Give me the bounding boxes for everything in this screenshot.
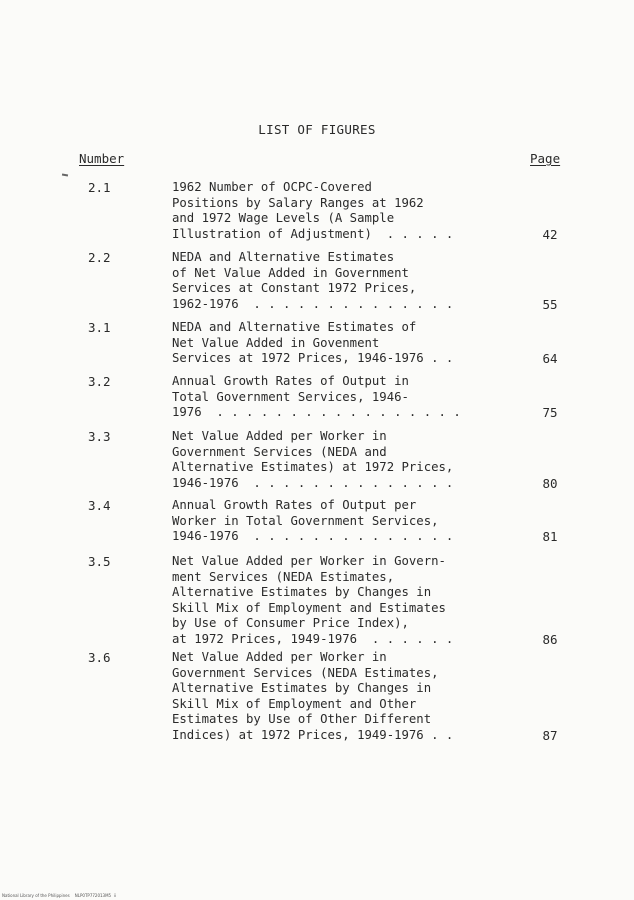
figure-description-line: Alternative Estimates by Changes in	[172, 585, 432, 599]
figure-description-line: Net Value Added in Govenment	[172, 335, 380, 350]
figure-description	[172, 650, 517, 743]
figure-description	[172, 374, 517, 421]
figure-description-line: Skill Mix of Employment and Other	[172, 696, 417, 711]
figure-entry	[0, 374, 634, 421]
scan-footer: National Library of the Philippines NLP0TP772013M5 ii	[2, 893, 116, 898]
figure-number: 3.3	[88, 429, 111, 444]
figure-description-line: 1976 . . . . . . . . . . . . . . . . .	[172, 405, 461, 419]
figure-description	[172, 320, 517, 367]
figure-description-line: Worker in Total Government Services,	[172, 513, 439, 528]
number-column-header: Number	[79, 151, 125, 166]
figure-number: 3.1	[88, 320, 111, 335]
figure-description-line: ment Services (NEDA Estimates,	[172, 569, 395, 584]
figure-description-line: Indices) at 1972 Prices, 1949-1976 . .	[172, 727, 454, 742]
figure-description-line: Services at Constant 1972 Prices,	[172, 281, 417, 295]
figure-description-line: Net Value Added per Worker in	[172, 429, 387, 443]
figure-description-line: 1962 Number of OCPC-Covered	[172, 180, 372, 194]
figure-description	[172, 429, 517, 491]
figure-number: 3.6	[88, 650, 111, 665]
figure-entry	[0, 498, 634, 545]
figure-description-line: Illustration of Adjustment) . . . . .	[172, 226, 454, 241]
figure-number: 3.2	[88, 374, 111, 389]
figure-description-line: 1962-1976 . . . . . . . . . . . . . .	[172, 296, 454, 311]
figure-description	[172, 250, 517, 312]
figure-description-line: Alternative Estimates) at 1972 Prices,	[172, 460, 454, 474]
figure-description-line: Government Services (NEDA and	[172, 444, 387, 459]
figure-description-line: Annual Growth Rates of Output in	[172, 374, 409, 388]
page-title: LIST OF FIGURES	[258, 122, 376, 137]
figure-page-number: 55	[542, 296, 558, 312]
figure-description	[172, 498, 517, 545]
figure-description-line: at 1972 Prices, 1949-1976 . . . . . .	[172, 631, 454, 646]
figure-page-number: 64	[542, 351, 558, 366]
figure-description-line: Government Services (NEDA Estimates,	[172, 665, 439, 680]
figure-description-line: Positions by Salary Ranges at 1962	[172, 195, 424, 210]
figure-description-line: Annual Growth Rates of Output per	[172, 498, 417, 512]
figure-number: 3.4	[88, 498, 111, 513]
figure-page-number: 87	[542, 727, 558, 743]
figure-description-line: NEDA and Alternative Estimates	[172, 250, 395, 264]
figure-number: 2.2	[88, 250, 111, 265]
figure-description	[172, 180, 517, 242]
figure-entry	[0, 429, 634, 491]
scan-mark	[62, 173, 68, 176]
figure-description-line: by Use of Consumer Price Index),	[172, 616, 409, 630]
figure-description-line: 1946-1976 . . . . . . . . . . . . . .	[172, 529, 454, 543]
figure-description	[172, 554, 517, 647]
figure-entry	[0, 554, 634, 647]
figure-description-line: and 1972 Wage Levels (A Sample	[172, 211, 395, 225]
figure-page-number: 81	[542, 529, 558, 544]
figure-description-line: of Net Value Added in Government	[172, 265, 409, 280]
figure-page-number: 42	[542, 226, 558, 242]
figure-entry	[0, 180, 634, 242]
figure-description-line: Estimates by Use of Other Different	[172, 712, 432, 726]
figure-description-line: Alternative Estimates by Changes in	[172, 681, 432, 695]
figure-entry	[0, 650, 634, 743]
figure-entry	[0, 250, 634, 312]
figure-description-line: Net Value Added per Worker in	[172, 650, 387, 664]
figure-page-number: 75	[542, 405, 558, 420]
figure-entry	[0, 320, 634, 367]
figure-description-line: 1946-1976 . . . . . . . . . . . . . .	[172, 475, 454, 490]
figure-number: 2.1	[88, 180, 111, 195]
figure-description-line: NEDA and Alternative Estimates of	[172, 320, 417, 334]
page-column-header: Page	[530, 151, 561, 166]
figure-description-line: Net Value Added per Worker in Govern-	[172, 554, 446, 568]
figure-number: 3.5	[88, 554, 111, 569]
figure-description-line: Services at 1972 Prices, 1946-1976 . .	[172, 351, 454, 365]
figure-description-line: Total Government Services, 1946-	[172, 389, 409, 404]
figure-page-number: 86	[542, 631, 558, 647]
figure-description-line: Skill Mix of Employment and Estimates	[172, 600, 446, 615]
figure-page-number: 80	[542, 475, 558, 491]
